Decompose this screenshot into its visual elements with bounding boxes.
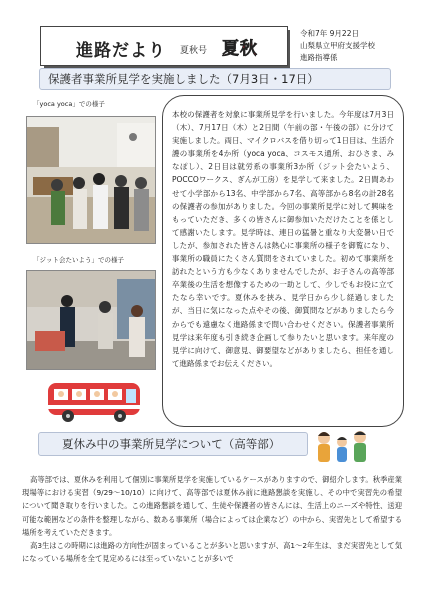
newsletter-title: 進路だより: [76, 41, 166, 61]
bus-illustration: [44, 373, 144, 425]
section2-title: 夏休み中の事業所見学について（高等部）: [62, 437, 281, 451]
photo2-caption: 「ジット会たいよう」での様子: [33, 256, 124, 264]
season-badge: 夏秋: [222, 39, 258, 59]
newsletter-season: 夏秋号: [180, 46, 208, 56]
photo-yoca-yoca: [26, 116, 156, 244]
section1-body: 本校の保護者を対象に事業所見学を行いました。今年度は7月3日（木）、7月17日（木）と2日間（午前の部・午後の部）に分けて実施しました。両日、マイクロバスを借り切って1日目は、生活介護の事業所を4か所（yoca yoca、コスモス通所、おひさま、みなぽし）、2日目は就労系の事業所3か所（ジット会たいよう、POCCOワークス、ぎんが工房）を見学して来ました。2日間あわせて小学部から13名、中学部から7名、高等部から8名の計28名の保護者の参加がありました。今回の事業所見学に対して興味をもっていただき、多くの皆さんに御参加いただけたことを係として感謝いたします。見学時は、連日の猛暑と重なり大変暑い日でしたが、参加された皆さんは熱心に事業所の様子を御覧になり、事業所の職員にたくさん質問をされていました。初めて事業所を訪れたという方も少なくありませんでしたが、お子さんの高等部卒業後の生活を想像するための一助として、少しでもお役に立てたなら幸いです。夏休みを挟み、見学日から少し経過しましたが、当日に気になった点やその後、御質問などがありましたら今からでも遠慮なく進路係まで問い合わせください。保護者事業所見学は来年度も引き続き企画して参りたいと思います。来年度の見学に向けて、御意見、御要望などがありましたら、担任を通して進路係までお伝えください。: [172, 110, 394, 368]
section2-paragraph-1: 高等部では、夏休みを利用して個別に事業所見学を実施しているケースがありますので、御紹介します。秋季産業現場等における実習（9/29～10/10）に向けて、高等部では夏休み前に進路懇談を実施し、その中で実習先の希望について聞き取りを行いました。この進路懇談を通して、生徒や保護者の皆さんには、生活上のニーズや特性、送迎可能な範囲などの条件を整理しながら、数ある事業所（場合によっては企業など）の中から、実習先として希望する場所を考えていただきます。: [22, 475, 402, 537]
issuer-school: 山梨県立甲府支援学校: [300, 41, 375, 50]
section1-title: 保護者事業所見学を実施しました（7月3日・17日）: [48, 72, 319, 86]
section2-paragraph-2: 高3生はこの時期には進路の方向性が固まっていることが多いと思いますが、高1～2年生は、まだ実習先として気になっている場所を全て見定めるには至っていないことが多いで: [22, 541, 402, 564]
section2-body: [22, 473, 402, 565]
issuer-department: 進路指導係: [300, 53, 338, 62]
issue-date: 令和7年 9月22日: [300, 29, 359, 38]
photo1-caption: 「yoca yoca」での様子: [33, 100, 105, 108]
photo-jitto-taiyou: [26, 270, 156, 370]
family-illustration: [312, 428, 372, 466]
